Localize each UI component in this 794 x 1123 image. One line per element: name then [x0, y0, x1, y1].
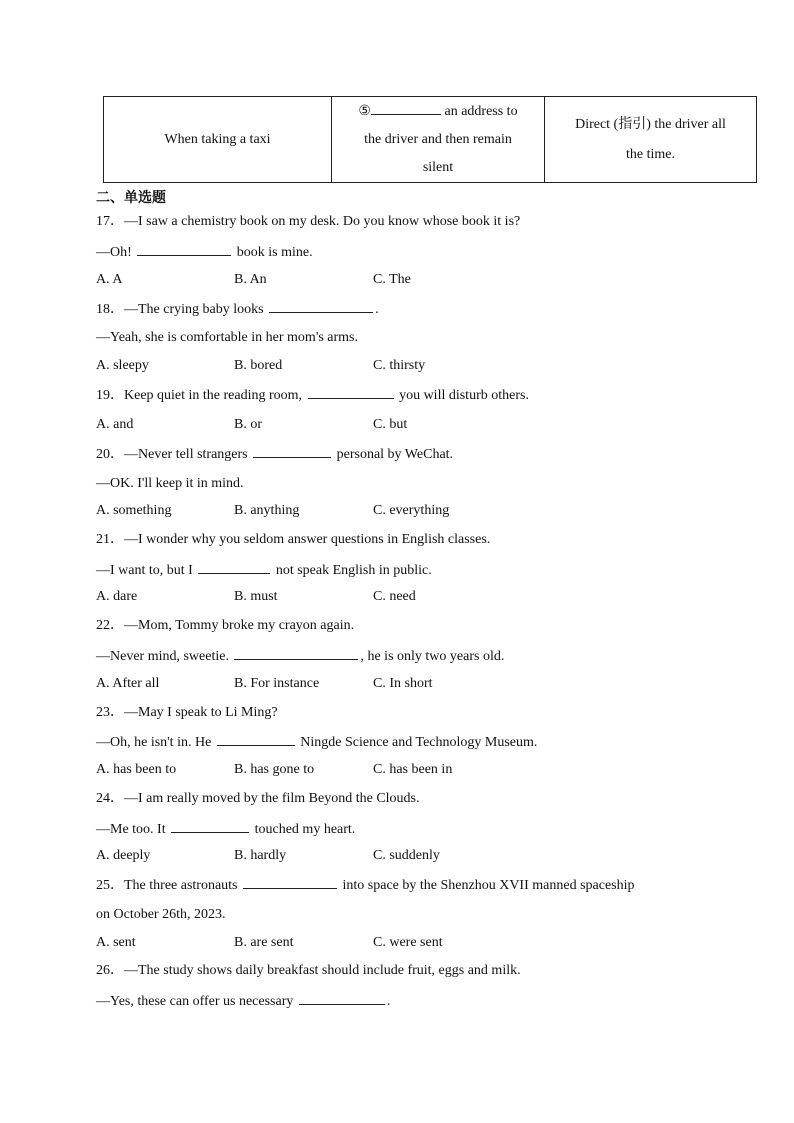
option-b: B. bored: [234, 358, 283, 373]
option-c: C. suddenly: [373, 848, 440, 863]
answer-blank: [371, 100, 441, 115]
table-cell-direct: [545, 97, 757, 183]
option-c: C. were sent: [373, 935, 443, 950]
section-title: 二、单选题: [96, 190, 166, 206]
option-a: A. something: [96, 503, 172, 518]
cell-text: an address to: [440, 103, 518, 119]
table-cell-blank: [332, 97, 545, 183]
option-b: B. must: [234, 589, 278, 604]
answer-blank: [171, 820, 249, 833]
option-c: C. need: [373, 589, 416, 604]
answer-blank: [243, 876, 337, 889]
response-18: —Yeah, she is comfortable in her mom's arms.: [96, 330, 359, 345]
option-a: A. sent: [96, 935, 136, 950]
answer-blank: [198, 561, 270, 574]
question-25: 25．The three astronauts into space by the Shenzhou XVII manned spaceship: [96, 878, 635, 893]
question-24: 24．—I am really moved by the film Beyond the Clouds.: [96, 791, 420, 806]
option-b: B. or: [234, 417, 262, 432]
answer-blank: [308, 386, 394, 399]
table-row: [104, 97, 757, 183]
option-a: A. sleepy: [96, 358, 149, 373]
response-23: —Oh, he isn't in. He Ningde Science and Technology Museum.: [96, 735, 538, 750]
question-17: 17．—I saw a chemistry book on my desk. Do you know whose book it is?: [96, 214, 521, 229]
option-b: B. hardly: [234, 848, 287, 863]
option-a: A. After all: [96, 676, 160, 691]
cell-text: silent: [422, 159, 454, 175]
cell-text: Direct (指引) the driver all: [575, 116, 726, 132]
response-24: —Me too. It touched my heart.: [96, 822, 356, 837]
option-a: A. A: [96, 272, 123, 287]
question-21: 21．—I wonder why you seldom answer questions in English classes.: [96, 532, 491, 547]
question-22: 22．—Mom, Tommy broke my crayon again.: [96, 618, 355, 633]
question-23: 23．—May I speak to Li Ming?: [96, 705, 278, 720]
response-20: —OK. I'll keep it in mind.: [96, 476, 244, 491]
answer-blank: [234, 647, 358, 660]
option-c: C. but: [373, 417, 408, 432]
table-cell-situation: [104, 97, 332, 183]
response-26: —Yes, these can offer us necessary .: [96, 994, 391, 1009]
answer-blank: [253, 445, 331, 458]
question-18: 18．—The crying baby looks .: [96, 302, 379, 317]
situation-table: [103, 96, 757, 183]
cell-text: the driver and then remain: [364, 131, 512, 147]
option-b: B. For instance: [234, 676, 320, 691]
question-25-continued: on October 26th, 2023.: [96, 907, 226, 922]
option-c: C. everything: [373, 503, 450, 518]
situation-text: When taking a taxi: [164, 131, 271, 147]
answer-blank: [217, 733, 295, 746]
option-a: A. deeply: [96, 848, 151, 863]
question-20: 20．—Never tell strangers personal by WeChat.: [96, 447, 454, 462]
response-21: —I want to, but I not speak English in public.: [96, 563, 432, 578]
option-b: B. anything: [234, 503, 300, 518]
response-17: —Oh! book is mine.: [96, 245, 313, 260]
circled-number: ⑤: [358, 103, 371, 119]
response-22: —Never mind, sweetie. , he is only two years old.: [96, 649, 505, 664]
answer-blank: [269, 300, 373, 313]
answer-blank: [299, 992, 385, 1005]
answer-blank: [137, 243, 231, 256]
cell-text: the time.: [626, 146, 675, 162]
option-c: C. In short: [373, 676, 433, 691]
option-a: A. and: [96, 417, 134, 432]
option-a: A. has been to: [96, 762, 177, 777]
question-26: 26．—The study shows daily breakfast should include fruit, eggs and milk.: [96, 963, 521, 978]
option-c: C. The: [373, 272, 411, 287]
question-19: 19．Keep quiet in the reading room, you will disturb others.: [96, 388, 529, 403]
option-c: C. thirsty: [373, 358, 426, 373]
option-a: A. dare: [96, 589, 138, 604]
option-b: B. are sent: [234, 935, 294, 950]
option-c: C. has been in: [373, 762, 453, 777]
option-b: B. has gone to: [234, 762, 315, 777]
option-b: B. An: [234, 272, 267, 287]
